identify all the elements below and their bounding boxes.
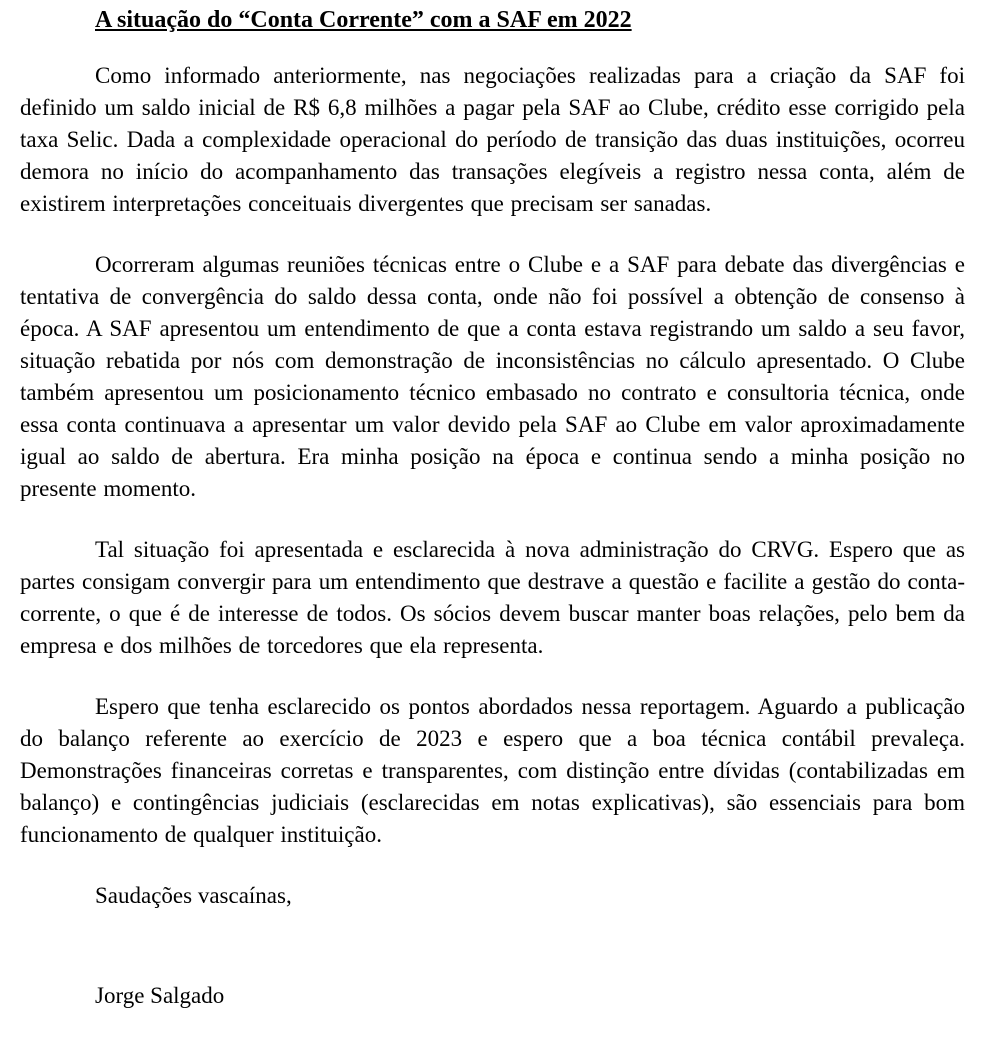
document-title: A situação do “Conta Corrente” com a SAF em 2022 xyxy=(95,7,632,33)
paragraph-3: Tal situação foi apresentada e esclarecida à nova administração do CRVG. Espero que as partes consigam convergir para um entendimento que destrave a questão e facilite a gestão do conta-corrente, o que é de interesse de todos. Os sócios devem buscar manter boas relações, pelo bem da empresa e dos milhões de torcedores que ela representa. xyxy=(20,537,965,658)
paragraph-2: Ocorreram algumas reuniões técnicas entre o Clube e a SAF para debate das divergências e tentativa de convergência do saldo dessa conta, onde não foi possível a obtenção de consenso à época. A SAF apresentou um entendimento de que a conta estava registrando um saldo a seu favor, situação rebatida por nós com demonstração de inconsistências no cálculo apresentado. O Clube também apresentou um posicionamento técnico embasado no contrato e consultoria técnica, onde essa conta continuava a apresentar um valor devido pela SAF ao Clube em valor aproximadamente igual ao saldo de abertura. Era minha posição na época e continua sendo a minha posição no presente momento. xyxy=(20,252,965,501)
closing-salutation: Saudações vascaínas, xyxy=(95,883,292,908)
paragraph-1: Como informado anteriormente, nas negociações realizadas para a criação da SAF foi definido um saldo inicial de R$ 6,8 milhões a pagar pela SAF ao Clube, crédito esse corrigido pela taxa Selic. Dada a complexidade operacional do período de transição das duas instituições, ocorreu demora no início do acompanhamento das transações elegíveis a registro nessa conta, além de existirem interpretações conceituais divergentes que precisam ser sanadas. xyxy=(20,63,965,216)
paragraph-4: Espero que tenha esclarecido os pontos abordados nessa reportagem. Aguardo a publicação do balanço referente ao exercício de 2023 e espero que a boa técnica contábil prevaleça. Demonstrações financeiras corretas e transparentes, com distinção entre dívidas (contabilizadas em balanço) e contingências judiciais (esclarecidas em notas explicativas), são essenciais para bom funcionamento de qualquer instituição. xyxy=(20,694,965,847)
signature-name: Jorge Salgado xyxy=(95,983,225,1008)
